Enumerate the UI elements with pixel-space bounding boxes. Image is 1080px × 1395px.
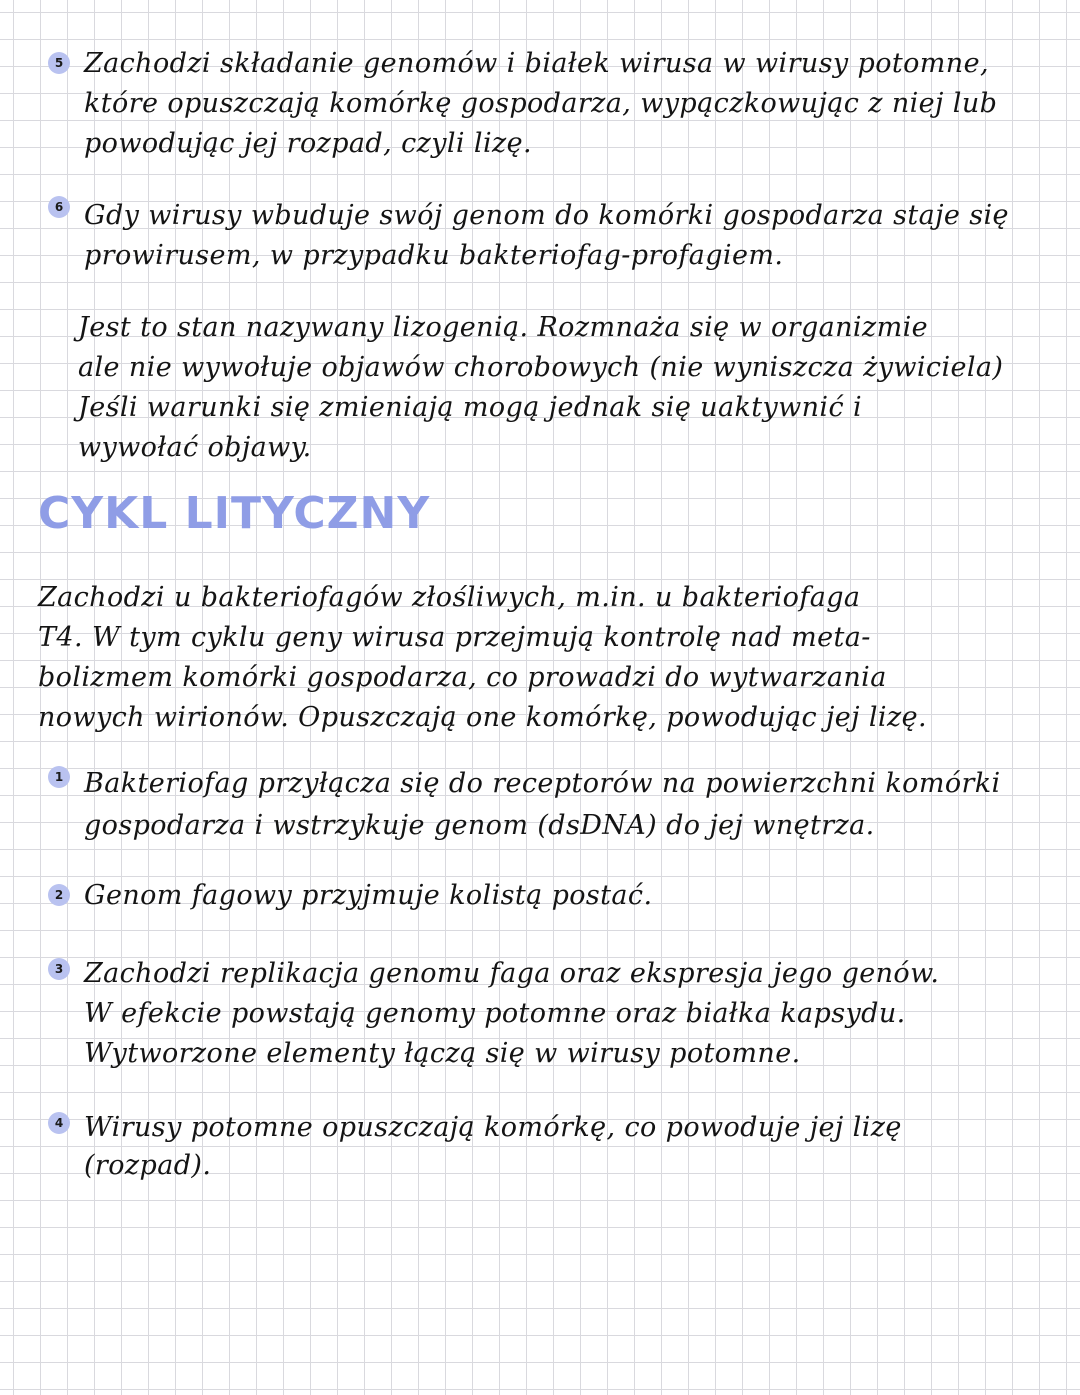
lytic-step-4-line: (rozpad). bbox=[84, 1150, 212, 1181]
lysogeny-line: Jest to stan nazywany lizogenią. Rozmnaża się w organizmie bbox=[78, 312, 929, 343]
lysogeny-line: Jeśli warunki się zmieniają mogą jednak się uaktywnić i bbox=[78, 392, 863, 423]
lytic-intro-line: nowych wirionów. Opuszczają one komórkę, powodując jej lizę. bbox=[38, 702, 927, 733]
lytic-intro-line: bolizmem komórki gospodarza, co prowadzi do wytwarzania bbox=[38, 662, 887, 693]
lysogeny-line: ale nie wywołuje objawów chorobowych (nie wyniszcza żywiciela) bbox=[78, 352, 1004, 383]
step-number-badge: 5 bbox=[48, 52, 70, 74]
lytic-step-3-line: W efekcie powstają genomy potomne oraz białka kapsydu. bbox=[84, 998, 906, 1029]
step-5-line: Zachodzi składanie genomów i białek wirusa w wirusy potomne, bbox=[84, 48, 989, 79]
step-5-line: które opuszczają komórkę gospodarza, wypączkowując z niej lub bbox=[84, 88, 998, 119]
step-number-badge: 4 bbox=[48, 1112, 70, 1134]
step-6-line: prowirusem, w przypadku bakteriofag-profagiem. bbox=[84, 240, 784, 271]
lytic-step-3-line: Zachodzi replikacja genomu faga oraz ekspresja jego genów. bbox=[84, 958, 940, 989]
lytic-intro-line: T4. W tym cyklu geny wirusa przejmują kontrolę nad meta- bbox=[38, 622, 871, 653]
lytic-step-2-line: Genom fagowy przyjmuje kolistą postać. bbox=[84, 880, 653, 911]
step-number-badge: 3 bbox=[48, 958, 70, 980]
lytic-step-4-line: Wirusy potomne opuszczają komórkę, co powoduje jej lizę bbox=[84, 1112, 902, 1143]
lytic-step-1-line: gospodarza i wstrzykuje genom (dsDNA) do jej wnętrza. bbox=[84, 810, 875, 841]
lytic-step-1-line: Bakteriofag przyłącza się do receptorów na powierzchni komórki bbox=[84, 768, 1001, 799]
lytic-step-3-line: Wytworzone elementy łączą się w wirusy potomne. bbox=[84, 1038, 801, 1069]
step-6-line: Gdy wirusy wbuduje swój genom do komórki gospodarza staje się bbox=[84, 200, 1009, 231]
section-heading: CYKL LITYCZNY bbox=[38, 488, 431, 539]
step-number-badge: 6 bbox=[48, 196, 70, 218]
lytic-intro-line: Zachodzi u bakteriofagów złośliwych, m.in. u bakteriofaga bbox=[38, 582, 861, 613]
step-5-line: powodując jej rozpad, czyli lizę. bbox=[84, 128, 532, 159]
step-number-badge: 2 bbox=[48, 884, 70, 906]
step-number-badge: 1 bbox=[48, 766, 70, 788]
lysogeny-line: wywołać objawy. bbox=[78, 432, 312, 463]
